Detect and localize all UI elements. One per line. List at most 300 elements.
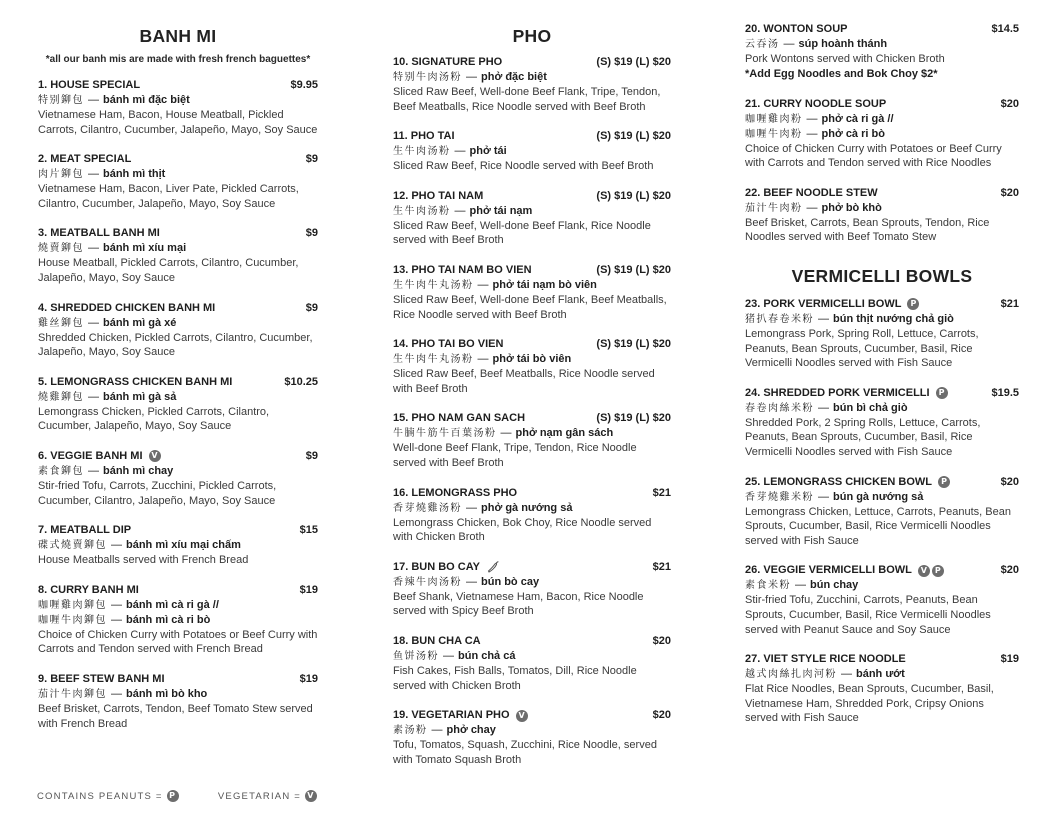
dash-separator: — (783, 38, 795, 50)
peanuts-badge-icon: P (936, 387, 948, 399)
dash-separator: — (806, 127, 818, 140)
dash-separator: — (111, 687, 122, 700)
menu-item-native-name (393, 144, 671, 159)
menu-item-name: 17. BUN BO CAY (393, 560, 481, 573)
vietnamese-name: phở tái (469, 145, 507, 158)
menu-item-name-wrap (393, 129, 455, 144)
menu-item-native-name (38, 538, 318, 553)
menu-item-name-wrap (745, 186, 878, 201)
legend-vegetarian (218, 790, 317, 802)
menu-item (745, 652, 1019, 726)
menu-item-price: $9.95 (290, 79, 318, 91)
menu-item-native-name (745, 490, 1019, 505)
menu-item (745, 563, 1019, 637)
menu-item (38, 226, 318, 285)
menu-item-native-name (38, 316, 318, 331)
menu-item-description: Stir-fried Tofu, Zucchini, Carrots, Peanuts, Bean Sprouts, Cucumber, Basil, Rice Vermicelli Noodles served with Peanut Sauce and Soy Sauce (745, 594, 991, 636)
menu-item-header (393, 560, 671, 575)
vietnamese-name: bánh mì thịt (103, 168, 166, 181)
menu-item-header (745, 22, 1019, 37)
menu-item-name: 26. VEGGIE VERMICELLI BOWL (745, 564, 912, 577)
vietnamese-name: bánh mì chay (103, 464, 174, 477)
menu-item-name-wrap (38, 301, 215, 316)
menu-item-description: Fish Cakes, Fish Balls, Tomatos, Dill, Rice Noodle served with Chicken Broth (393, 664, 637, 692)
menu-item-name-wrap (393, 486, 517, 501)
menu-item-native-name (393, 70, 671, 85)
chinese-name: 咖喱雞肉粉 (745, 113, 803, 125)
legend-peanuts-label: CONTAINS PEANUTS = (37, 790, 163, 802)
dash-separator: — (88, 464, 99, 477)
menu-item-header (38, 375, 318, 390)
menu-item-description: Lemongrass Chicken, Bok Choy, Rice Noodle served with Chicken Broth (393, 516, 652, 544)
menu-item-price: $19 (299, 672, 318, 685)
menu-item-name: 24. SHREDDED PORK VERMICELLI (745, 386, 930, 399)
menu-item-native-name (393, 575, 671, 590)
menu-item-name: 15. PHO NAM GAN SACH (393, 412, 526, 425)
dash-separator: — (431, 724, 443, 737)
menu-item-name-wrap (393, 189, 483, 204)
menu-item-native-name (393, 723, 671, 738)
menu-item-native-name (393, 352, 671, 367)
menu-item (393, 560, 671, 619)
menu-item-price: $14.5 (991, 23, 1019, 35)
menu-item-header (745, 386, 1019, 401)
menu-item-name: 14. PHO TAI BO VIEN (393, 338, 504, 351)
menu-item-header (393, 486, 671, 501)
menu-item-native-name (38, 598, 318, 613)
menu-item-name-wrap (38, 523, 131, 538)
menu-item-price: $9 (305, 301, 318, 314)
menu-item-name-wrap (745, 386, 948, 401)
legend-vegetarian-label: VEGETARIAN = (217, 790, 301, 802)
chinese-name: 碟式燒賣鉚包 (38, 540, 107, 552)
menu-item-description: Pork Wontons served with Chicken Broth (745, 53, 945, 65)
menu-item-header (38, 78, 318, 93)
menu-item-badges (938, 476, 950, 488)
menu-item-price: $15 (299, 524, 318, 537)
peanuts-badge-icon: P (938, 476, 950, 488)
vietnamese-name: bánh mì đặc biệt (103, 94, 190, 106)
section-title: PHO (512, 26, 552, 46)
menu-item (745, 475, 1019, 549)
menu-item-native-name (393, 426, 671, 441)
menu-item (393, 411, 671, 470)
menu-item-name-wrap (393, 337, 503, 352)
vietnamese-name: phở tái bò viên (492, 353, 572, 366)
chinese-name: 生牛肉牛丸汤粉 (393, 354, 474, 366)
menu-item-name: 5. LEMONGRASS CHICKEN BANH MI (38, 375, 233, 388)
menu-item (745, 297, 1019, 371)
menu-item-name: 21. CURRY NOODLE SOUP (745, 97, 887, 110)
vietnamese-name: phở đặc biệt (481, 71, 547, 83)
menu-item-name: 19. VEGETARIAN PHO (393, 709, 510, 722)
menu-item-description: Beef Brisket, Carrots, Tendon, Beef Tomato Stew served with French Bread (38, 702, 313, 730)
menu-item-name-wrap (38, 152, 131, 167)
peanuts-badge-icon: P (907, 298, 919, 310)
menu-item-price: (S) $19 (L) $20 (596, 130, 671, 143)
chinese-name: 香芽燒雞米粉 (745, 491, 814, 503)
menu-column-1 (38, 22, 318, 746)
menu-item (38, 375, 318, 434)
menu-item-header (38, 152, 318, 167)
menu-item-header (745, 297, 1019, 312)
menu-item-description: Lemongrass Chicken, Lettuce, Carrots, Peanuts, Bean Sprouts, Cucumber, Basil, Rice Vermicelli Noodles served with Fish Sauce (745, 505, 1011, 547)
menu-item (393, 263, 671, 322)
menu-item-price: (S) $19 (L) $20 (596, 338, 671, 351)
vietnamese-name: phở tái nạm bò viên (492, 278, 597, 291)
menu-item-native-name (393, 649, 671, 664)
menu-item-native-name (38, 93, 318, 108)
dash-separator: — (88, 316, 99, 329)
dash-separator: — (111, 539, 122, 552)
menu-column-2 (393, 22, 671, 782)
menu-item-price: $19 (1000, 653, 1019, 666)
dash-separator: — (841, 668, 852, 681)
menu-item-badges (936, 387, 948, 399)
dash-separator: — (818, 401, 829, 414)
chinese-name: 春卷肉絲米粉 (745, 402, 814, 414)
menu-item-header (38, 672, 318, 687)
menu-item-badges (918, 565, 944, 577)
chili-pepper-icon (486, 560, 500, 574)
vietnamese-name: phở chay (446, 724, 496, 737)
menu-item-price: (S) $19 (L) $20 (596, 263, 671, 276)
chinese-name: 特别牛肉汤粉 (393, 72, 462, 83)
vietnamese-name: bún bì chả giò (833, 401, 908, 414)
menu-item-description: Vietnamese Ham, Bacon, Liver Pate, Pickled Carrots, Cilantro, Cucumber, Jalapeño, Mayo, Soy Sauce (38, 183, 299, 210)
vietnamese-name: bánh mì cà ri gà // (126, 598, 219, 611)
dash-separator: — (443, 649, 454, 662)
menu-item-header (745, 97, 1019, 112)
menu-item (393, 129, 671, 174)
vietnamese-name: bánh ướt (856, 668, 905, 681)
menu-item-name: 20. WONTON SOUP (745, 23, 848, 35)
menu-item (393, 337, 671, 396)
menu-item (38, 449, 318, 508)
menu-item-native-name (38, 167, 318, 182)
dash-separator: — (806, 201, 818, 214)
menu-item-header (393, 337, 671, 352)
menu-item-price: $20 (652, 709, 671, 722)
chinese-name: 云吞汤 (745, 39, 780, 50)
menu-item-name: 7. MEATBALL DIP (38, 524, 132, 537)
menu-item-addon: *Add Egg Noodles and Bok Choy $2* (745, 67, 938, 80)
menu-item-header (393, 189, 671, 204)
menu-item (38, 78, 318, 137)
peanuts-badge-icon: P (167, 790, 179, 802)
menu-item-description: Choice of Chicken Curry with Potatoes or Beef Curry with Carrots and Tendon served with Rice Noodles (745, 142, 1002, 170)
menu-item-price: $9 (305, 227, 318, 240)
chinese-name: 咖喱雞肉鉚包 (38, 599, 107, 611)
menu-item-price: $10.25 (284, 375, 318, 388)
menu-item-header (38, 583, 318, 598)
menu-item-description: Tofu, Tomatos, Squash, Zucchini, Rice Noodle, served with Tomato Squash Broth (393, 739, 657, 766)
legend-peanuts (37, 790, 179, 802)
chinese-name: 生牛肉汤粉 (393, 146, 451, 158)
menu-item-price: $9 (305, 449, 318, 462)
dash-separator: — (818, 490, 829, 503)
menu-item (393, 486, 671, 545)
chinese-name: 素食鉚包 (38, 465, 84, 477)
menu-item (38, 301, 318, 360)
chinese-name: 茄汁牛肉粉 (745, 202, 803, 214)
menu-item-name: 11. PHO TAI (393, 130, 455, 143)
menu-item-description: Vietnamese Ham, Bacon, House Meatball, Pickled Carrots, Cilantro, Cucumber, Jalapeño, Mayo, Soy Sauce (38, 109, 318, 136)
vietnamese-name: bún chả cá (458, 649, 516, 662)
chinese-name: 香芽燒雞汤粉 (393, 502, 462, 514)
chinese-name: 咖喱牛肉鉚包 (38, 614, 107, 626)
dash-separator: — (477, 353, 489, 366)
vietnamese-name: bánh mì cà ri bò (126, 613, 211, 626)
menu-item-name: 23. PORK VERMICELLI BOWL (745, 297, 902, 310)
dash-separator: — (466, 501, 477, 514)
vietnamese-name: bánh mì xíu mại (103, 242, 187, 255)
menu-item-description: Beef Brisket, Carrots, Bean Sprouts, Tendon, Rice Noodles served with Beef Tomato Stew (745, 216, 990, 244)
menu-item-price: (S) $19 (L) $20 (596, 412, 671, 425)
vietnamese-name: bún chay (810, 579, 859, 592)
menu-item-header (393, 708, 671, 723)
vegetarian-badge-icon: V (149, 450, 161, 462)
menu-item-name-wrap (38, 78, 140, 93)
menu-item-badges (149, 450, 161, 462)
chinese-name: 素食米粉 (745, 580, 791, 592)
menu-item-name: 16. LEMONGRASS PHO (393, 486, 518, 499)
dash-separator: — (88, 168, 99, 181)
menu-item-name-wrap (393, 560, 500, 575)
chinese-name: 燒雞鉚包 (38, 391, 84, 403)
menu-item-description: Sliced Raw Beef, Well-done Beef Flank, Rice Noodle served with Beef Broth (393, 219, 651, 247)
menu-item-name-wrap (38, 375, 232, 390)
menu-item-description: Stir-fried Tofu, Carrots, Zucchini, Pickled Carrots, Cucumber, Cilantro, Jalapeño, Mayo, Soy Sauce (38, 479, 277, 507)
vegetarian-badge-icon: V (516, 710, 528, 722)
menu-column-3 (745, 22, 1019, 741)
vietnamese-name: phở cà ri bò (821, 127, 885, 140)
menu-item-native-name (745, 37, 1019, 52)
vegetarian-badge-icon: V (305, 790, 317, 802)
menu-item-price: (S) $19 (L) $20 (596, 56, 671, 68)
vietnamese-name: phở tái nạm (469, 204, 533, 217)
menu-item-name: 2. MEAT SPECIAL (38, 153, 132, 166)
menu-item-description: Beef Shank, Vietnamese Ham, Bacon, Rice Noodle served with Spicy Beef Broth (393, 590, 644, 618)
menu-item-description: Sliced Raw Beef, Rice Noodle served with Beef Broth (393, 160, 654, 173)
menu-item (393, 634, 671, 693)
menu-item-description: Lemongrass Pork, Spring Roll, Lettuce, Carrots, Peanuts, Bean Sprouts, Cucumber, Basil, Rice Vermicelli Noodles served with Fish Sauce (745, 327, 979, 370)
chinese-name: 越式肉絲扎肉河粉 (745, 669, 837, 681)
menu-item-native-name (745, 667, 1019, 682)
menu-item-native-name (745, 578, 1019, 593)
menu-item (393, 55, 671, 114)
menu-item-native-name (38, 464, 318, 479)
menu-item-native-name (745, 201, 1019, 216)
menu-item-description: House Meatballs served with French Bread (38, 554, 249, 567)
menu-item-native-name (393, 501, 671, 516)
menu-item-description: Sliced Raw Beef, Beef Meatballs, Rice Noodle served with Beef Broth (393, 368, 655, 395)
menu-item-badges (516, 710, 528, 722)
chinese-name: 肉片鉚包 (38, 169, 84, 181)
menu-item (393, 708, 671, 767)
menu-item (745, 186, 1019, 245)
menu-item-name: 9. BEEF STEW BANH MI (38, 672, 165, 685)
menu-item-name-wrap (38, 672, 165, 687)
vegetarian-badge-icon: V (918, 565, 930, 577)
vietnamese-name: bún thịt nướng chả giò (833, 312, 954, 325)
menu-item-name: 3. MEATBALL BANH MI (38, 227, 160, 240)
dash-separator: — (454, 145, 466, 158)
chinese-name: 生牛肉汤粉 (393, 205, 451, 217)
menu-item-name: 27. VIET STYLE RICE NOODLE (745, 653, 906, 666)
menu-item (393, 189, 671, 248)
menu-item-description: Shredded Pork, 2 Spring Rolls, Lettuce, Carrots, Peanuts, Bean Sprouts, Cucumber, Basil, Rice Vermicelli Noodles served with Fish Sauce (745, 416, 981, 458)
vietnamese-name: súp hoành thánh (798, 38, 888, 50)
menu-item-name-wrap (745, 563, 944, 578)
menu-item-name-wrap (38, 583, 139, 598)
menu-item-price: $19.5 (991, 386, 1019, 399)
dash-separator: — (88, 94, 99, 106)
legend (37, 790, 317, 802)
menu-item-price: $20 (1000, 475, 1019, 488)
chinese-name: 咖喱牛肉粉 (745, 128, 803, 140)
menu-item-price: $20 (1000, 564, 1019, 577)
vietnamese-name: bánh mì xíu mại chấm (126, 539, 241, 552)
menu-item-native-name (745, 127, 1019, 142)
dash-separator: — (111, 598, 122, 611)
menu-item-native-name (38, 687, 318, 702)
chinese-name: 牛腩牛筋牛百葉汤粉 (393, 428, 497, 440)
vietnamese-name: phở gà nướng sả (481, 501, 573, 514)
chinese-name: 香辣牛肉汤粉 (393, 576, 462, 588)
menu-item-price: (S) $19 (L) $20 (596, 189, 671, 202)
menu-item-native-name (745, 401, 1019, 416)
menu-item-name: 18. BUN CHA CA (393, 634, 481, 647)
menu-item-price: $21 (1000, 297, 1019, 310)
section-title: VERMICELLI BOWLS (791, 265, 973, 286)
vietnamese-name: phở nạm gân sách (515, 427, 614, 440)
menu-item-name-wrap (745, 475, 950, 490)
menu-item-description: Sliced Raw Beef, Well-done Beef Flank, Tripe, Tendon, Beef Meatballs, Rice Noodle served with Beef Broth (393, 86, 661, 113)
menu-item-header (745, 475, 1019, 490)
menu-item-header (393, 55, 671, 70)
section-note: *all our banh mis are made with fresh french baguettes* (45, 54, 311, 65)
menu-item-name-wrap (745, 22, 847, 37)
dash-separator: — (88, 390, 99, 403)
menu-item-name: 8. CURRY BANH MI (38, 583, 139, 596)
menu-item-name-wrap (745, 97, 886, 112)
menu-item-name-wrap (393, 263, 532, 278)
menu-item-native-name (38, 241, 318, 256)
menu-item-name: 22. BEEF NOODLE STEW (745, 186, 878, 199)
chinese-name: 特别鉚包 (38, 95, 84, 106)
menu-item-name-wrap (745, 652, 906, 667)
menu-item-native-name (38, 390, 318, 405)
menu-item-name: 12. PHO TAI NAM (393, 189, 484, 202)
chinese-name: 雞丝鉚包 (38, 317, 84, 329)
menu-item-description: Well-done Beef Flank, Tripe, Tendon, Rice Noodle served with Beef Broth (393, 442, 637, 469)
chinese-name: 生牛肉牛丸汤粉 (393, 279, 474, 291)
menu-item (38, 583, 318, 657)
menu-item-name-wrap (393, 634, 481, 649)
menu-item-price: $21 (652, 486, 671, 499)
vietnamese-name: bún bò cay (481, 575, 540, 588)
vietnamese-name: phở cà ri gà // (821, 112, 894, 125)
menu-item-name: 4. SHREDDED CHICKEN BANH MI (38, 301, 216, 314)
menu-item-native-name (745, 312, 1019, 327)
menu-item-price: $20 (652, 634, 671, 647)
menu-item-name-wrap (38, 226, 160, 241)
dash-separator: — (477, 278, 489, 291)
menu-item-name-wrap (393, 708, 528, 723)
menu-item-description: Sliced Raw Beef, Well-done Beef Flank, Beef Meatballs, Rice Noodle served with Beef Broth (393, 293, 667, 321)
vietnamese-name: bánh mì bò kho (126, 687, 208, 700)
peanuts-badge-icon: P (932, 565, 944, 577)
menu-item-header (393, 263, 671, 278)
menu-item (745, 97, 1019, 171)
chinese-name: 燒賣鉚包 (38, 243, 84, 255)
vietnamese-name: phở bò khò (821, 201, 882, 214)
dash-separator: — (795, 579, 806, 592)
menu-item (38, 672, 318, 731)
menu-item-description: Flat Rice Noodles, Bean Sprouts, Cucumber, Basil, Vietnamese Ham, Shredded Pork, Cripsy Onions served with Fish Sauce (745, 683, 994, 725)
chinese-name: 猪扒春卷米粉 (745, 313, 814, 325)
chinese-name: 鱼饼汤粉 (393, 650, 439, 662)
menu-item-price: $19 (299, 583, 318, 596)
menu-item (38, 152, 318, 211)
dash-separator: — (466, 575, 477, 588)
menu-item-description: Shredded Chicken, Pickled Carrots, Cilantro, Cucumber, Jalapeño, Mayo, Soy Sauce (38, 331, 313, 359)
dash-separator: — (818, 312, 829, 325)
section-title: BANH MI (139, 26, 217, 46)
menu-item-native-name (38, 613, 318, 628)
dash-separator: — (500, 427, 512, 440)
menu-item-header (745, 563, 1019, 578)
menu-item-badges (907, 298, 919, 310)
menu-item-price: $20 (1000, 186, 1019, 199)
menu-item-native-name (745, 112, 1019, 127)
dash-separator: — (88, 242, 99, 255)
vietnamese-name: bánh mì gà sả (103, 390, 177, 403)
menu-item-name: 13. PHO TAI NAM BO VIEN (393, 263, 532, 276)
menu-item-header (38, 301, 318, 316)
menu-item-name-wrap (745, 297, 919, 312)
menu-item-price: $20 (1000, 97, 1019, 110)
menu-item-description: House Meatball, Pickled Carrots, Cilantro, Cucumber, Jalapeño, Mayo, Soy Sauce (38, 257, 299, 284)
menu-item-description: Lemongrass Chicken, Pickled Carrots, Cilantro, Cucumber, Jalapeño, Mayo, Soy Sauce (38, 405, 270, 433)
menu-item (38, 523, 318, 568)
menu-item-name-wrap (393, 55, 502, 70)
dash-separator: — (806, 112, 818, 125)
menu-item-native-name (393, 278, 671, 293)
menu-item-name-wrap (38, 449, 161, 464)
dash-separator: — (111, 613, 122, 626)
menu-item-header (393, 129, 671, 144)
menu-item-header (745, 652, 1019, 667)
menu-item-name: 1. HOUSE SPECIAL (38, 79, 141, 91)
vietnamese-name: bánh mì gà xé (103, 316, 177, 329)
menu-item-header (38, 226, 318, 241)
menu-item-header (745, 186, 1019, 201)
menu-item-name: 25. LEMONGRASS CHICKEN BOWL (745, 475, 933, 488)
menu-item-name-wrap (393, 411, 525, 426)
menu-item (745, 386, 1019, 460)
dash-separator: — (454, 204, 466, 217)
menu-item-price: $9 (305, 153, 318, 166)
menu-item (745, 22, 1019, 82)
menu-item-name: 6. VEGGIE BANH MI (38, 449, 143, 462)
menu-item-name: 10. SIGNATURE PHO (393, 56, 503, 68)
menu-item-description: Choice of Chicken Curry with Potatoes or Beef Curry with Carrots and Tendon served with French Bread (38, 628, 318, 656)
menu-item-native-name (393, 204, 671, 219)
chinese-name: 茄汁牛肉鉚包 (38, 688, 107, 700)
chinese-name: 素汤粉 (393, 725, 428, 737)
